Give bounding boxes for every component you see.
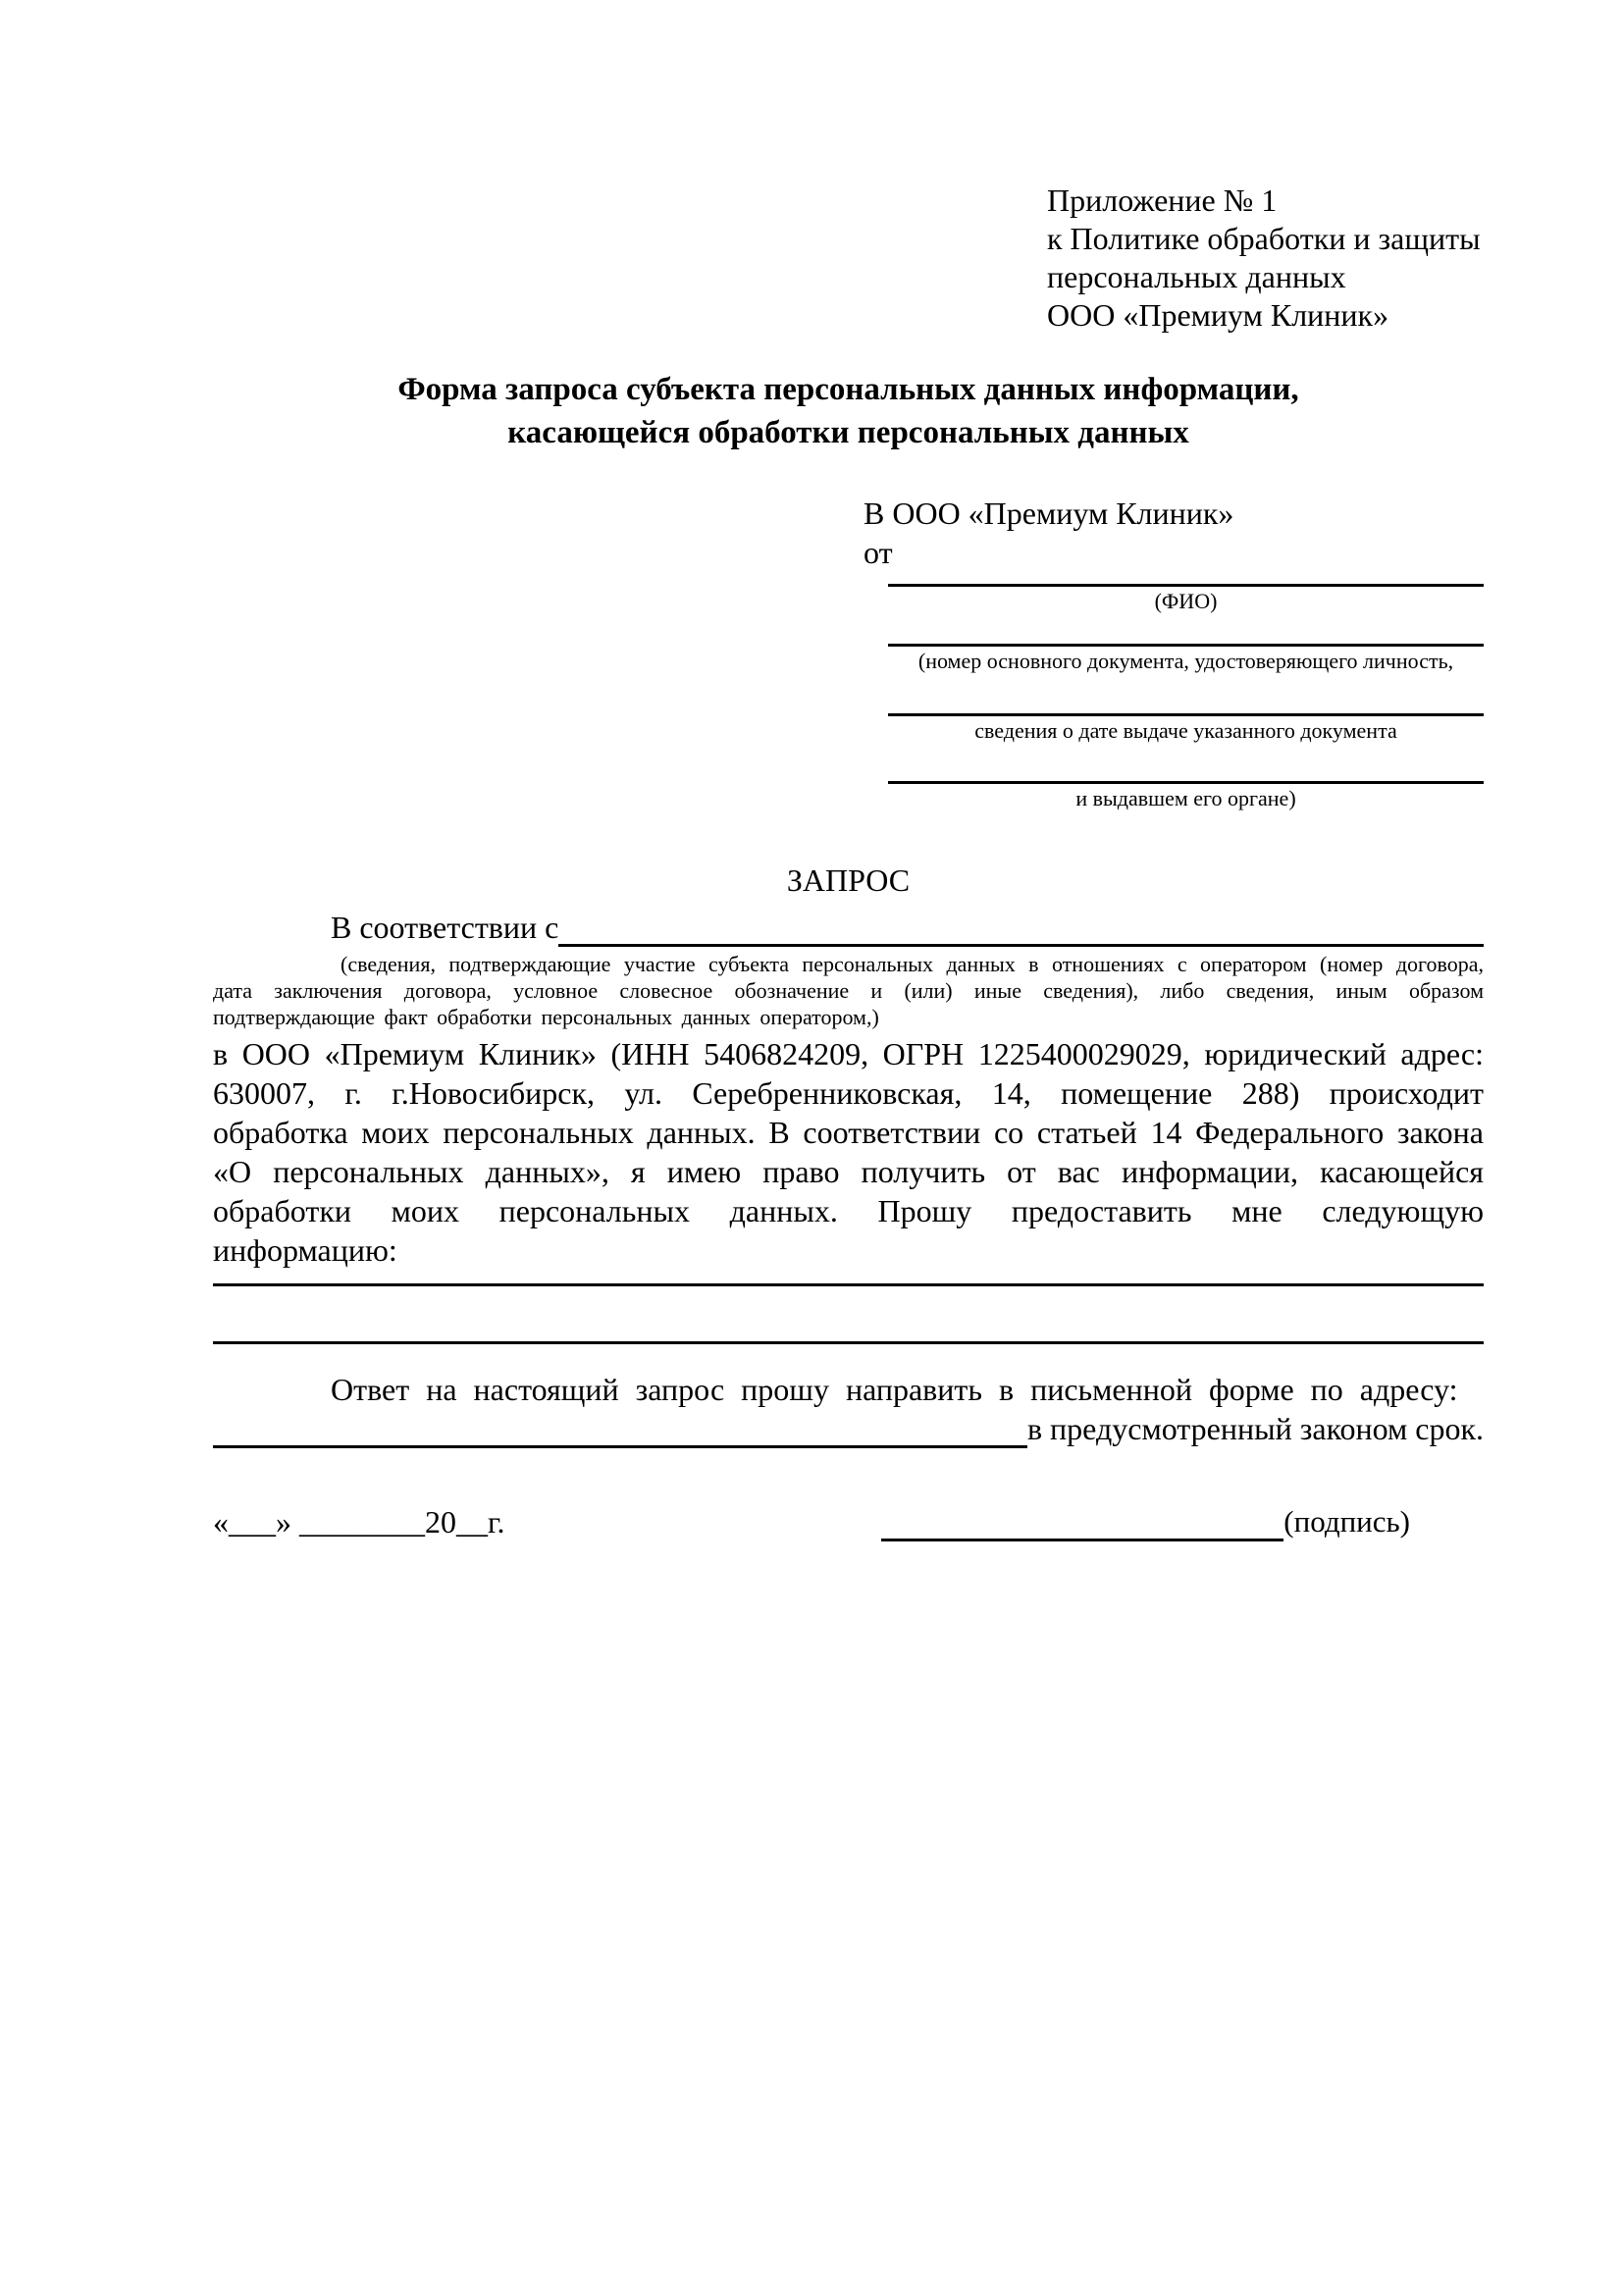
addressee-block [864, 494, 1484, 572]
appendix-line: ООО «Премиум Клиник» [1047, 297, 1389, 333]
doc-issuer-field [888, 744, 1484, 811]
basis-lead-text: В соответствии с [331, 910, 559, 945]
basis-note: (сведения, подтверждающие участие субъекта персональных данных в отношениях с оператором (номер договора, дата заключения договора, условное словесное обозначение и (или) иные сведения), либо сведения, иным образом подтверждающие факт обработки персональных данных оператором,) [213, 952, 1484, 1029]
address-input-line[interactable] [213, 1410, 1027, 1448]
reply-text: Ответ на настоящий запрос прошу направить в письменной форме по адресу: [331, 1372, 1458, 1407]
basis-row [213, 908, 1484, 947]
appendix-block [1047, 182, 1484, 335]
fio-caption: (ФИО) [1154, 589, 1218, 613]
signature-row [213, 1502, 1484, 1541]
appendix-line: Приложение № 1 [1047, 183, 1278, 218]
signature-group [881, 1502, 1410, 1541]
page-title-line: касающейся обработки персональных данных [507, 415, 1189, 450]
fio-field [888, 572, 1484, 614]
addressee-to: В ООО «Премиум Клиник» [864, 496, 1234, 531]
doc-number-caption: (номер основного документа, удостоверяющего личность, [917, 649, 1454, 673]
reply-address-row [213, 1409, 1484, 1448]
fio-input-line[interactable] [888, 572, 1484, 587]
signature-caption: (подпись) [1283, 1504, 1410, 1539]
page-title [213, 368, 1484, 454]
basis-input-line[interactable] [558, 909, 1484, 947]
info-input-line-2[interactable] [213, 1286, 1484, 1344]
doc-issue-date-field [888, 674, 1484, 744]
page-title-line: Форма запроса субъекта персональных данных информации, [397, 372, 1299, 407]
request-heading: ЗАПРОС [786, 862, 911, 898]
request-body: в ООО «Премиум Клиник» (ИНН 5406824209, ОГРН 1225400029029, юридический адрес: 630007, г. г.Новосибирск, ул. Серебренниковская, 14, помещение 288) происходит обработка моих персональных данных. В соответствии со статьей 14 Федерального закона «О персональных данных», я имею право получить от вас информации, касающейся обработки моих персональных данных. Прошу предоставить мне следующую информацию: [213, 1036, 1484, 1268]
doc-issue-date-caption: сведения о дате выдаче указанного документа [974, 718, 1397, 743]
signature-input-line[interactable] [881, 1503, 1283, 1541]
doc-number-field [888, 614, 1484, 674]
doc-issue-date-input-line[interactable] [888, 674, 1484, 716]
doc-issuer-input-line[interactable] [888, 744, 1484, 784]
appendix-line: к Политике обработки и защиты [1047, 221, 1481, 256]
reply-suffix: в предусмотренный законом срок. [1026, 1411, 1484, 1446]
date-field[interactable]: «___» ________20__г. [213, 1504, 505, 1539]
addressee-from-label: от [864, 535, 893, 570]
appendix-line: персональных данных [1047, 259, 1346, 294]
doc-number-input-line[interactable] [888, 614, 1484, 647]
doc-issuer-caption: и выдавшем его органе) [1075, 786, 1296, 810]
addressee-fields [888, 572, 1484, 811]
